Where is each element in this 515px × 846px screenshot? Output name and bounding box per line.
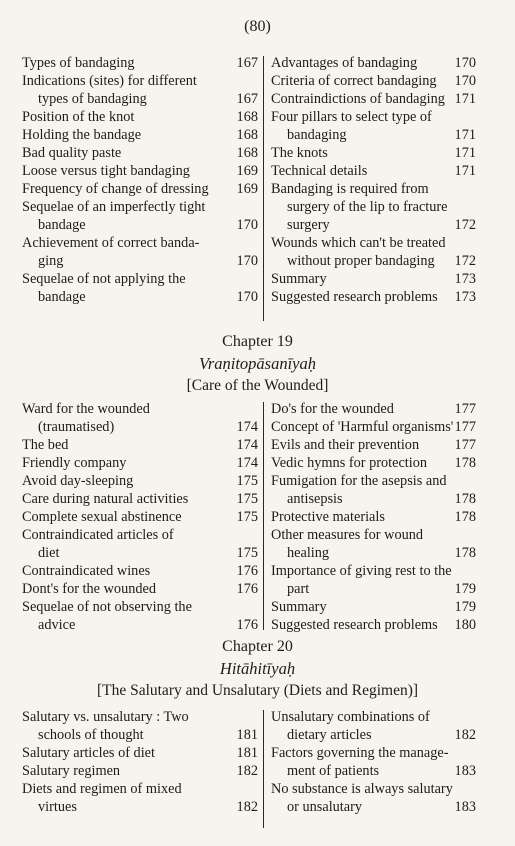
- toc-page-number: 176: [236, 617, 258, 633]
- toc-entry: [271, 72, 476, 90]
- toc-entry: [271, 526, 476, 562]
- toc-entry-title: Loose versus tight bandaging: [22, 163, 190, 179]
- toc-entry: [271, 454, 476, 472]
- toc-page-number: 171: [454, 163, 476, 179]
- toc-entry-title: Types of bandaging: [22, 55, 135, 71]
- toc-page-number: 167: [236, 91, 258, 107]
- column-divider: [263, 710, 264, 828]
- toc-entry-title: bandaging: [287, 127, 347, 143]
- toc-entry-title: diet: [38, 545, 60, 561]
- toc-entry: [22, 126, 258, 144]
- toc-entry-title: advice: [38, 617, 76, 633]
- toc-page-number: 180: [454, 617, 476, 633]
- toc-page-number: 170: [454, 55, 476, 71]
- toc-right-column: [271, 54, 476, 306]
- toc-entry: [271, 780, 476, 816]
- toc-page-number: 175: [236, 509, 258, 525]
- toc-entry-title: surgery of the lip to fracture: [287, 199, 448, 215]
- toc-entry-title: Sequelae of not observing the: [22, 599, 192, 615]
- toc-entry: [22, 780, 258, 816]
- toc-entry: [271, 288, 476, 306]
- toc-entry-title: Salutary vs. unsalutary : Two: [22, 709, 189, 725]
- toc-entry-title: Sequelae of an imperfectly tight: [22, 199, 206, 215]
- toc-page-number: 171: [454, 127, 476, 143]
- toc-entry-title: part: [287, 581, 310, 597]
- toc-entry-title: Contraindictions of bandaging: [271, 91, 445, 107]
- toc-entry: [22, 144, 258, 162]
- toc-entry-title: Indications (sites) for different: [22, 73, 197, 89]
- toc-entry: [271, 54, 476, 72]
- toc-entry: [22, 72, 258, 108]
- toc-entry-title: ment of patients: [287, 763, 380, 779]
- toc-page-number: 178: [454, 491, 476, 507]
- toc-entry: [271, 418, 476, 436]
- toc-page-number: 175: [236, 473, 258, 489]
- toc-entry-title: Position of the knot: [22, 109, 135, 125]
- toc-entry-title: Contraindicated articles of: [22, 527, 174, 543]
- toc-page-number: 169: [236, 181, 258, 197]
- toc-left-column: [22, 708, 258, 816]
- toc-page-number: 168: [236, 145, 258, 161]
- toc-page-number: 177: [454, 437, 476, 453]
- toc-entry: [22, 580, 258, 598]
- toc-right-column: [271, 708, 476, 816]
- toc-entry: [271, 270, 476, 288]
- toc-page-number: 183: [454, 799, 476, 815]
- toc-right-column: [271, 400, 476, 634]
- toc-entry-title: Sequelae of not applying the: [22, 271, 186, 287]
- toc-entry-title: Suggested research problems: [271, 617, 438, 633]
- toc-entry-title: Salutary articles of diet: [22, 745, 155, 761]
- toc-page-number: 173: [454, 271, 476, 287]
- toc-entry: [22, 708, 258, 744]
- toc-entry: [271, 562, 476, 598]
- toc-page-number: 168: [236, 127, 258, 143]
- toc-section-chapter-20: [0, 708, 515, 828]
- toc-entry: [271, 90, 476, 108]
- toc-entry: [22, 454, 258, 472]
- toc-page-number: 178: [454, 509, 476, 525]
- toc-page-number: 170: [236, 289, 258, 305]
- toc-entry-title: Frequency of change of dressing: [22, 181, 209, 197]
- toc-page-number: 167: [236, 55, 258, 71]
- toc-entry-title: Technical details: [271, 163, 368, 179]
- toc-entry: [271, 108, 476, 144]
- toc-page-number: 179: [454, 599, 476, 615]
- toc-left-column: [22, 54, 258, 306]
- page-number: (80): [244, 18, 271, 35]
- toc-page-number: 175: [236, 491, 258, 507]
- toc-entry-title: virtues: [38, 799, 77, 815]
- toc-entry-title: Summary: [271, 599, 327, 615]
- toc-page-number: 171: [454, 145, 476, 161]
- toc-entry-title: healing: [287, 545, 330, 561]
- toc-entry-title: Diets and regimen of mixed: [22, 781, 182, 797]
- toc-entry-title: bandage: [38, 289, 86, 305]
- chapter-20-heading: [0, 636, 515, 702]
- toc-entry-title: Other measures for wound: [271, 527, 424, 543]
- toc-left-column: [22, 400, 258, 634]
- toc-entry: [22, 436, 258, 454]
- toc-entry: [271, 162, 476, 180]
- chapter-title: Chapter 20: [222, 638, 293, 655]
- toc-entry-title: Fumigation for the asepsis and: [271, 473, 447, 489]
- toc-entry-title: surgery: [287, 217, 330, 233]
- toc-entry-title: Summary: [271, 271, 327, 287]
- toc-entry-title: or unsalutary: [287, 799, 363, 815]
- toc-entry-title: The bed: [22, 437, 69, 453]
- toc-page-number: 175: [236, 545, 258, 561]
- toc-entry: [271, 708, 476, 744]
- toc-page-number: 170: [236, 253, 258, 269]
- toc-entry-title: Factors governing the manage-: [271, 745, 449, 761]
- toc-entry-title: Friendly company: [22, 455, 127, 471]
- toc-entry-title: Evils and their prevention: [271, 437, 420, 453]
- toc-entry-title: Criteria of correct bandaging: [271, 73, 437, 89]
- column-divider: [263, 56, 264, 321]
- toc-entry-title: Care during natural activities: [22, 491, 189, 507]
- toc-entry: [271, 180, 476, 234]
- toc-entry: [22, 162, 258, 180]
- toc-entry-title: Complete sexual abstinence: [22, 509, 182, 525]
- toc-page-number: 172: [454, 217, 476, 233]
- toc-entry-title: The knots: [271, 145, 328, 161]
- toc-entry-title: No substance is always salutary: [271, 781, 453, 797]
- toc-page-number: 169: [236, 163, 258, 179]
- toc-page-number: 178: [454, 455, 476, 471]
- toc-entry-title: Wounds which can't be treated: [271, 235, 446, 251]
- chapter-sanskrit-name: Hitāhitīyaḥ: [219, 659, 296, 678]
- toc-page-number: 176: [236, 581, 258, 597]
- toc-entry-title: Suggested research problems: [271, 289, 438, 305]
- toc-page-number: 182: [236, 799, 258, 815]
- toc-entry-title: dietary articles: [287, 727, 372, 743]
- toc-entry: [22, 562, 258, 580]
- toc-entry-title: Unsalutary combinations of: [271, 709, 430, 725]
- chapter-19-heading: [0, 331, 515, 397]
- toc-page-number: 174: [236, 419, 258, 435]
- toc-entry-title: Contraindicated wines: [22, 563, 151, 579]
- toc-page-number: 168: [236, 109, 258, 125]
- toc-entry: [22, 198, 258, 234]
- toc-page-number: 170: [454, 73, 476, 89]
- toc-entry: [22, 490, 258, 508]
- toc-entry: [22, 762, 258, 780]
- toc-entry: [22, 508, 258, 526]
- toc-section-chapter-19: [0, 400, 515, 632]
- toc-entry-title: without proper bandaging: [287, 253, 435, 269]
- toc-entry-title: Achievement of correct banda-: [22, 235, 200, 251]
- toc-entry: [22, 526, 258, 562]
- toc-entry: [271, 508, 476, 526]
- toc-page-number: 172: [454, 253, 476, 269]
- toc-entry-title: Bandaging is required from: [271, 181, 429, 197]
- toc-page-number: 171: [454, 91, 476, 107]
- toc-entry-title: ging: [38, 253, 64, 269]
- toc-entry-title: Avoid day-sleeping: [22, 473, 134, 489]
- toc-page-number: 182: [236, 763, 258, 779]
- toc-entry: [271, 598, 476, 616]
- toc-entry-title: types of bandaging: [38, 91, 147, 107]
- toc-entry: [271, 472, 476, 508]
- column-divider: [263, 402, 264, 630]
- toc-page-number: 178: [454, 545, 476, 561]
- toc-page-number: 176: [236, 563, 258, 579]
- toc-entry-title: Do's for the wounded: [271, 401, 394, 417]
- toc-page-number: 170: [236, 217, 258, 233]
- toc-entry: [271, 144, 476, 162]
- toc-entry: [22, 54, 258, 72]
- toc-page-number: 181: [236, 727, 258, 743]
- toc-entry-title: Salutary regimen: [22, 763, 121, 779]
- toc-entry-title: Protective materials: [271, 509, 385, 525]
- toc-entry-title: Four pillars to select type of: [271, 109, 432, 125]
- toc-entry: [22, 180, 258, 198]
- toc-page-number: 182: [454, 727, 476, 743]
- toc-entry: [22, 598, 258, 634]
- toc-entry-title: Advantages of bandaging: [271, 55, 418, 71]
- toc-page-number: 173: [454, 289, 476, 305]
- toc-page-number: 177: [454, 401, 476, 417]
- toc-page-number: 177: [454, 419, 476, 435]
- toc-entry: [271, 616, 476, 634]
- toc-page-number: 181: [236, 745, 258, 761]
- toc-page-number: 174: [236, 437, 258, 453]
- chapter-sanskrit-name: Vraṇitopāsanīyaḥ: [198, 354, 317, 373]
- toc-entry: [22, 270, 258, 306]
- chapter-subtitle: [The Salutary and Unsalutary (Diets and Regimen)]: [96, 682, 419, 699]
- chapter-subtitle: [Care of the Wounded]: [186, 377, 329, 394]
- toc-page-number: 174: [236, 455, 258, 471]
- toc-entry: [271, 400, 476, 418]
- toc-entry: [22, 472, 258, 490]
- toc-entry-title: Importance of giving rest to the: [271, 563, 452, 579]
- toc-page-number: 179: [454, 581, 476, 597]
- toc-entry: [271, 744, 476, 780]
- toc-entry-title: Concept of 'Harmful organisms': [271, 419, 454, 435]
- toc-entry: [22, 744, 258, 762]
- toc-entry-title: schools of thought: [38, 727, 144, 743]
- toc-entry-title: (traumatised): [38, 419, 115, 435]
- toc-entry: [271, 436, 476, 454]
- toc-page-number: 183: [454, 763, 476, 779]
- chapter-title: Chapter 19: [222, 333, 293, 350]
- toc-entry-title: Vedic hymns for protection: [271, 455, 428, 471]
- toc-entry-title: antisepsis: [287, 491, 343, 507]
- toc-entry: [22, 234, 258, 270]
- toc-entry-title: Holding the bandage: [22, 127, 142, 143]
- toc-entry-title: Bad quality paste: [22, 145, 122, 161]
- toc-entry: [271, 234, 476, 270]
- toc-section-bandaging: [0, 54, 515, 326]
- toc-entry: [22, 108, 258, 126]
- toc-entry: [22, 400, 258, 436]
- toc-entry-title: Ward for the wounded: [22, 401, 150, 417]
- toc-entry-title: bandage: [38, 217, 86, 233]
- toc-entry-title: Dont's for the wounded: [22, 581, 157, 597]
